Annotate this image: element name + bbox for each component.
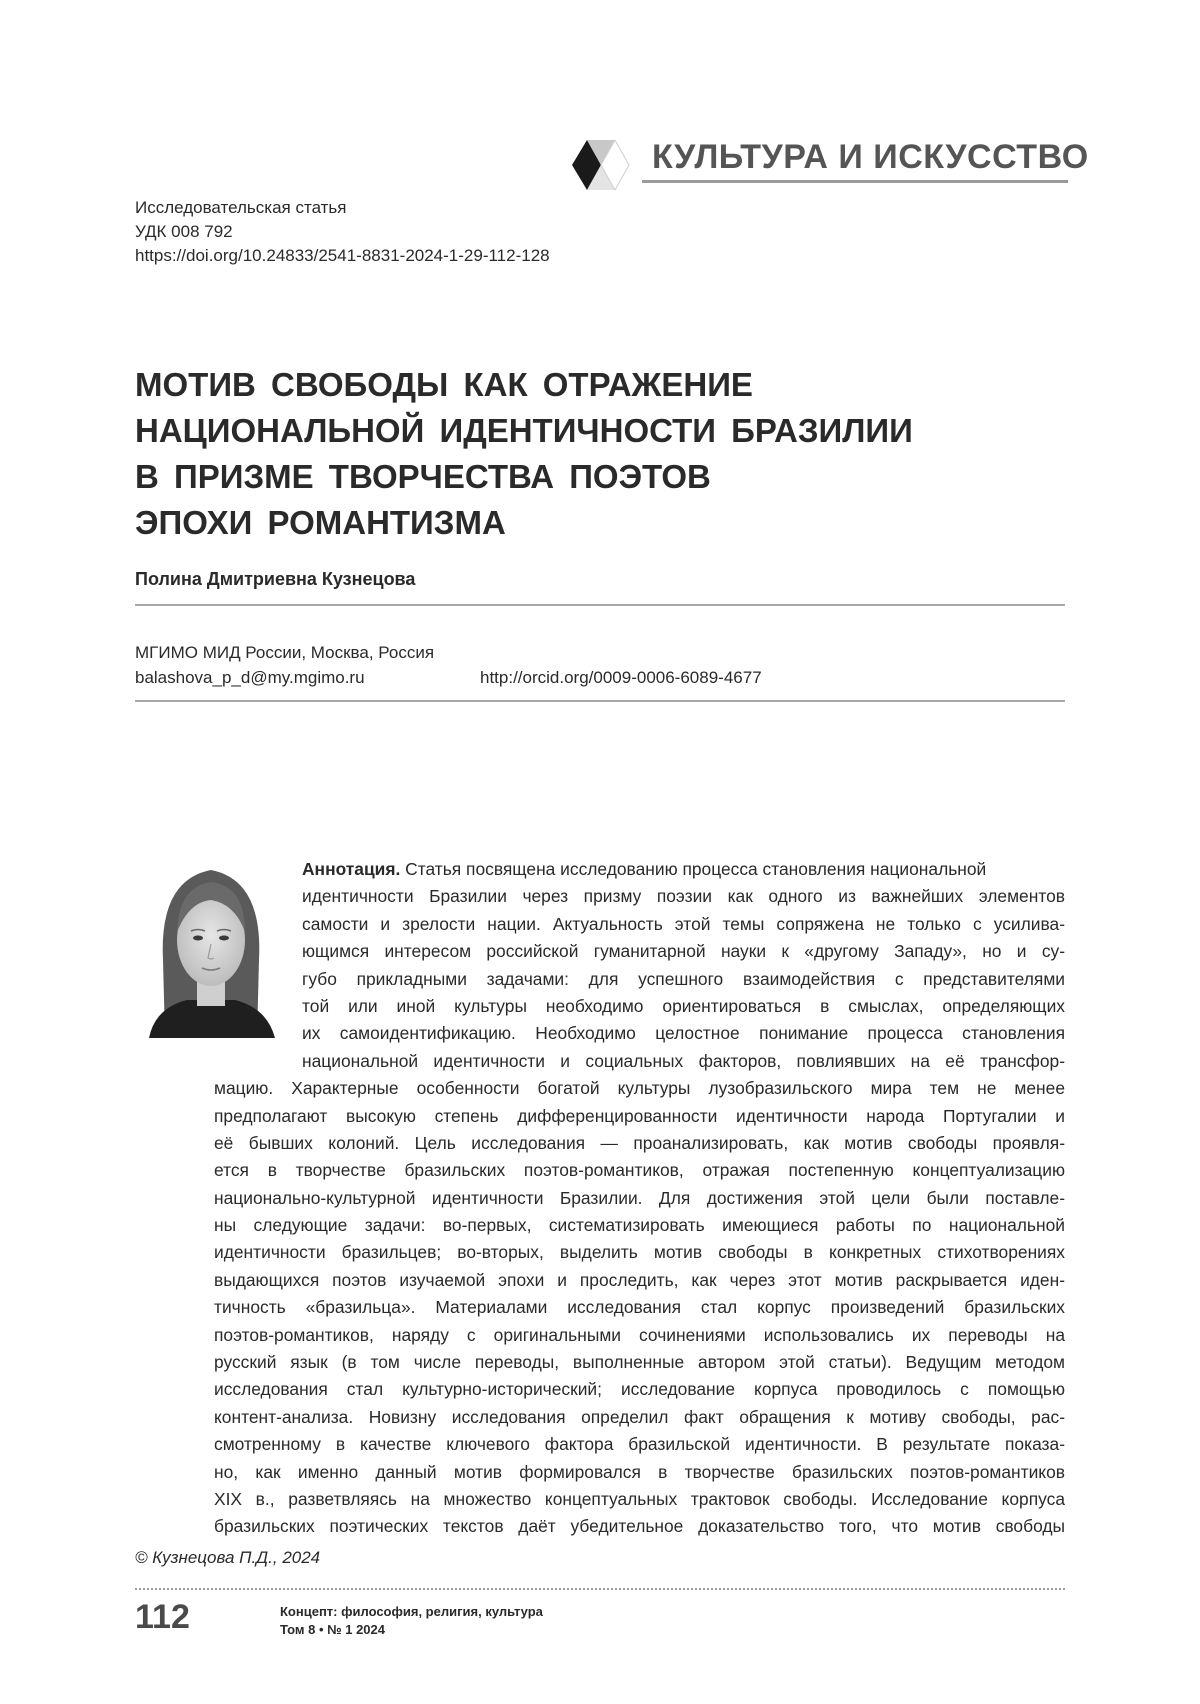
abstract-line: тичность «бразильца». Материалами исследования стал корпус произведений бразильских [214,1297,1065,1318]
page-number: 112 [135,1598,190,1636]
abstract-line: контент-анализа. Новизну исследования определил факт обращения к мотиву свободы, рас- [214,1406,1065,1427]
abstract-line: ны следующие задачи: во-первых, систематизировать имеющиеся работы по национальной [214,1215,1065,1236]
abstract-line: предполагают высокую степень дифференцированности идентичности народа Португалии и [214,1105,1065,1126]
abstract-line: национально-культурной идентичности Бразилии. Для достижения этой цели были поставле- [214,1187,1065,1208]
abstract-line: национальной идентичности и социальных факторов, повлиявших на её трансфор- [302,1050,1065,1071]
abstract-line: ется в творчестве бразильских поэтов-романтиков, отражая постепенную концептуализацию [214,1160,1065,1181]
abstract-line: её бывших колоний. Цель исследования — проанализировать, как мотив свободы проявля- [214,1132,1065,1153]
abstract-line: ющимся интересом российской гуманитарной науки к «другому Западу», но и су- [302,941,1065,962]
abstract-line: XIX в., разветвляясь на множество концептуальных трактовок свободы. Исследование корпуса [214,1488,1065,1509]
abstract-line: самости и зрелости нации. Актуальность этой темы сопряжена не только с усилива- [302,913,1065,934]
abstract-line: исследования стал культурно-исторический; исследование корпуса проводилось с помощью [214,1379,1065,1400]
journal-info [280,1603,543,1639]
abstract-line: русский язык (в том числе переводы, выполненные автором этой статьи). Ведущим методом [214,1352,1065,1373]
doi-link[interactable]: https://doi.org/10.24833/2541-8831-2024-1-29-112-128 [135,246,550,265]
abstract-line: идентичности Бразилии через призму поэзии как одного из важнейших элементов [302,886,1065,907]
abstract-label: Аннотация. [302,859,401,879]
copyright: © Кузнецова П.Д., 2024 [135,1548,321,1567]
section-underline [642,180,1068,183]
article-title [135,362,1035,546]
abstract [214,856,1065,1541]
udc-code: УДК 008 792 [135,222,233,241]
affiliation-block [135,640,434,690]
author-name: Полина Дмитриевна Кузнецова [135,569,416,589]
abstract-line: поэтов-романтиков, наряду с оригинальными сочинениями использовались их переводы на [214,1324,1065,1345]
abstract-line: смотренному в качестве ключевого фактора бразильской идентичности. В результате показа- [214,1434,1065,1455]
abstract-line: Аннотация. Статья посвящена исследованию процесса становления национальной [302,859,987,879]
abstract-line: губо прикладными задачами: для успешного взаимодействия с представителями [302,968,1065,989]
abstract-line: но, как именно данный мотив формировался в творчестве бразильских поэтов-романтиков [214,1461,1065,1482]
title-line: МОТИВ СВОБОДЫ КАК ОТРАЖЕНИЕ [135,366,753,403]
section-title: КУЛЬТУРА И ИСКУССТВО [652,138,1089,176]
cube-logo-icon [570,138,632,192]
abstract-line: той или иной культуры необходимо ориентироваться в смыслах, определяющих [302,995,1065,1016]
footer-divider [135,1588,1065,1590]
section-header [570,132,1089,202]
author-email[interactable]: balashova_p_d@my.mgimo.ru [135,668,365,687]
abstract-line: бразильских поэтических текстов даёт убедительное доказательство того, что мотив свободы [214,1516,1065,1537]
abstract-line: идентичности бразильцев; во-вторых, выделить мотив свободы в конкретных стихотворениях [214,1242,1065,1263]
journal-name: Концепт: философия, религия, культура [280,1604,543,1619]
institution: МГИМО МИД России, Москва, Россия [135,643,435,662]
abstract-line: мацию. Характерные особенности богатой культуры лузобразильского мира тем не менее [214,1078,1065,1099]
abstract-line: выдающихся поэтов изучаемой эпохи и проследить, как через этот мотив раскрывается иден- [214,1269,1065,1290]
divider [135,604,1065,606]
title-line: НАЦИОНАЛЬНОЙ ИДЕНТИЧНОСТИ БРАЗИЛИИ [135,412,913,449]
article-type: Исследовательская статья [135,198,347,217]
journal-issue: Том 8 • № 1 2024 [280,1622,385,1637]
title-line: ЭПОХИ РОМАНТИЗМА [135,504,506,541]
abstract-line: их самоидентификацию. Необходимо целостное понимание процесса становления [302,1023,1065,1044]
article-meta [135,196,550,268]
divider [135,700,1065,702]
orcid-link[interactable]: http://orcid.org/0009-0006-6089-4677 [480,668,762,687]
title-line: В ПРИЗМЕ ТВОРЧЕСТВА ПОЭТОВ [135,458,711,495]
